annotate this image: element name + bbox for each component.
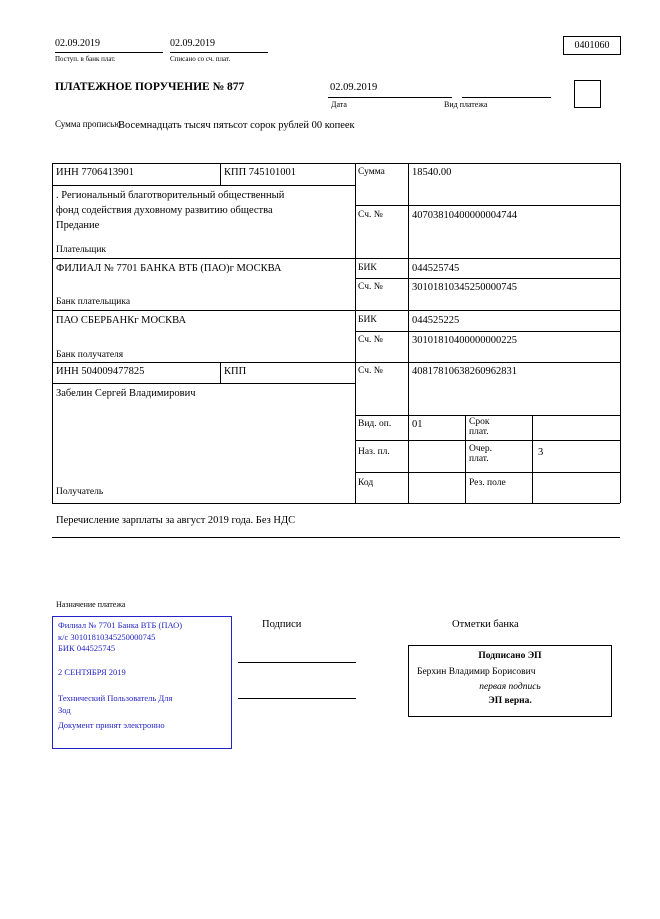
payee-bank-bik-label: БИК bbox=[358, 315, 377, 325]
received-in-bank-date: 02.09.2019 bbox=[55, 38, 100, 49]
payer-inn: ИНН 7706413901 bbox=[56, 167, 134, 178]
stamp-user: Технический Пользователь Для Зод bbox=[58, 693, 173, 715]
payee-account: 40817810638260962831 bbox=[412, 366, 517, 377]
signed-ep-title: Подписано ЭП bbox=[478, 651, 542, 661]
table-line bbox=[408, 163, 409, 503]
payment-purpose-label: Назначение платежа bbox=[56, 600, 126, 609]
amount-in-words-label: Сумма прописью bbox=[55, 119, 122, 129]
table-line bbox=[52, 185, 355, 186]
received-date-rule bbox=[55, 52, 163, 53]
payment-kind-label: Вид платежа bbox=[444, 100, 488, 109]
payment-kind-code-box bbox=[574, 80, 601, 108]
payee-kpp-label: КПП bbox=[224, 366, 247, 377]
kod-label: Код bbox=[358, 478, 374, 488]
date-rule bbox=[328, 97, 452, 98]
table-line bbox=[355, 331, 620, 332]
stamp-bik: БИК 044525745 bbox=[58, 643, 116, 653]
amount-label: Сумма bbox=[358, 167, 385, 177]
debited-from-account-label: Списано со сч. плат. bbox=[170, 55, 231, 63]
bank-marks-box bbox=[408, 645, 612, 717]
payee-bank-account: 30101810400000000225 bbox=[412, 335, 517, 346]
table-line bbox=[355, 278, 620, 279]
vid-op-label: Вид. оп. bbox=[358, 419, 392, 429]
payer-section-label: Плательщик bbox=[56, 245, 107, 255]
table-line bbox=[52, 163, 620, 164]
table-line bbox=[52, 503, 620, 504]
amount-value: 18540.00 bbox=[412, 167, 452, 178]
table-line bbox=[355, 205, 620, 206]
bank-marks-label: Отметки банка bbox=[452, 619, 519, 630]
payee-bank-bik: 044525225 bbox=[412, 315, 460, 326]
payer-account-label: Сч. № bbox=[358, 210, 383, 220]
payer-name: . Региональный благотворительный общественный фонд содействия духовному развитию общества Предание bbox=[56, 190, 285, 231]
payee-bank-section-label: Банк получателя bbox=[56, 350, 124, 360]
document-date-value: 02.09.2019 bbox=[330, 82, 378, 93]
stamp-bank-name: Филиал № 7701 Банка ВТБ (ПАО) bbox=[58, 620, 183, 630]
naz-pl-label: Наз. пл. bbox=[358, 447, 390, 457]
payment-kind-rule bbox=[462, 97, 551, 98]
table-line bbox=[355, 163, 356, 503]
signer-name: Берхин Владимир Борисович bbox=[417, 667, 536, 677]
form-code-box: 0401060 bbox=[563, 36, 621, 55]
payer-bank-section-label: Банк плательщика bbox=[56, 297, 131, 307]
srok-plat-label: Срок плат. bbox=[469, 417, 490, 437]
table-line bbox=[355, 415, 620, 416]
table-line bbox=[355, 472, 620, 473]
table-line bbox=[220, 163, 221, 185]
table-line bbox=[465, 415, 466, 503]
received-in-bank-label: Поступ. в банк плат. bbox=[55, 55, 116, 63]
debited-date-rule bbox=[170, 52, 268, 53]
payer-bank-account-label: Сч. № bbox=[358, 282, 383, 292]
table-line bbox=[220, 362, 221, 383]
payment-purpose-text: Перечисление зарплаты за август 2019 года. Без НДС bbox=[56, 515, 296, 526]
signature-line-2 bbox=[238, 698, 356, 699]
rez-pole-label: Рез. поле bbox=[469, 478, 506, 488]
ocher-plat-label: Очер. плат. bbox=[469, 444, 492, 464]
debited-from-account-date: 02.09.2019 bbox=[170, 38, 215, 49]
payee-section-label: Получатель bbox=[56, 487, 104, 497]
payee-inn: ИНН 504009477825 bbox=[56, 366, 145, 377]
ep-verified-text: ЭП верна. bbox=[488, 696, 532, 706]
stamp-date: 2 СЕНТЯБРЯ 2019 bbox=[58, 666, 126, 677]
table-line bbox=[620, 163, 621, 503]
bank-stamp bbox=[52, 616, 232, 749]
payer-bank-bik-label: БИК bbox=[358, 263, 377, 273]
stamp-status: Документ принят электронно bbox=[58, 720, 165, 730]
signature-line-1 bbox=[238, 662, 356, 663]
payee-account-label: Сч. № bbox=[358, 366, 383, 376]
stamp-corr-account: к/с 30101810345250000745 bbox=[58, 631, 156, 642]
payer-bank-account: 30101810345250000745 bbox=[412, 282, 517, 293]
payee-bank-name: ПАО СБЕРБАНКг МОСКВА bbox=[56, 315, 187, 326]
purpose-rule bbox=[52, 537, 620, 538]
table-line bbox=[52, 163, 53, 503]
table-line bbox=[52, 310, 620, 311]
table-line bbox=[52, 383, 355, 384]
date-label: Дата bbox=[331, 100, 347, 109]
document-title: ПЛАТЕЖНОЕ ПОРУЧЕНИЕ № 877 bbox=[55, 81, 245, 93]
table-line bbox=[52, 258, 620, 259]
payee-bank-account-label: Сч. № bbox=[358, 335, 383, 345]
payer-account: 40703810400000004744 bbox=[412, 210, 517, 221]
vid-op-value: 01 bbox=[412, 419, 423, 430]
payee-name: Забелин Сергей Владимирович bbox=[56, 388, 196, 399]
table-line bbox=[355, 440, 620, 441]
payer-bank-name: ФИЛИАЛ № 7701 БАНКА ВТБ (ПАО)г МОСКВА bbox=[56, 263, 282, 274]
amount-in-words-value: Восемнадцать тысяч пятьсот сорок рублей 00 копеек bbox=[118, 120, 355, 131]
signature-type: первая подпись bbox=[479, 682, 541, 692]
table-line bbox=[532, 415, 533, 503]
table-line bbox=[52, 362, 620, 363]
payer-kpp: КПП 745101001 bbox=[224, 167, 297, 178]
signatures-label: Подписи bbox=[262, 619, 302, 630]
payer-bank-bik: 044525745 bbox=[412, 263, 460, 274]
ocher-plat-value: 3 bbox=[538, 447, 544, 458]
